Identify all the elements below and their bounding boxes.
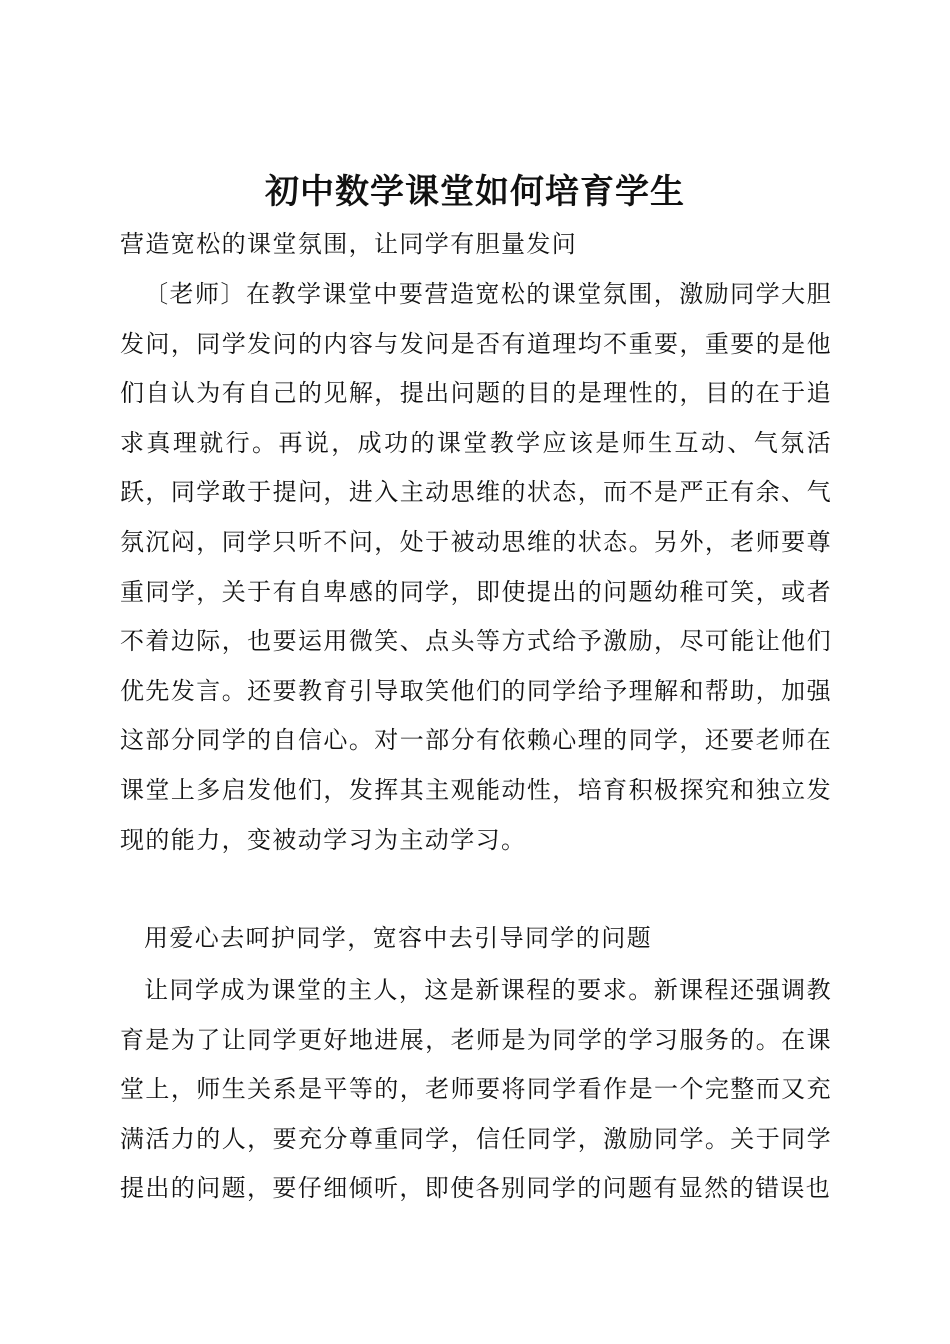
section-paragraph-1-text: 〔老师〕在教学课堂中要营造宽松的课堂氛围，激励同学大胆发问，同学发问的内容与发问是否有道理均不重要，重要的是他们自认为有自己的见解，提出问题的目的是理性的，目的在于追求真理就行。再说，成功的课堂教学应该是师生互动、气氛活跃，同学敢于提问，进入主动思维的状态，而不是严正有余、气氛沉闷，同学只听不问，处于被动思维的状态。另外，老师要尊重同学，关于有自卑感的同学，即使提出的问题幼稚可笑，或者不着边际，也要运用微笑、点头等方式给予激励，尽可能让他们优先发言。还要教育引导取笑他们的同学给予理解和帮助，加强这部分同学的自信心。对一部分有依赖心理的同学，还要老师在课堂上多启发他们，发挥其主观能动性，培育积极探究和独立发现的能力，变被动学习为主动学习。 [120,280,832,854]
section-paragraph-2 [120,966,832,1214]
section-heading-1: 营造宽松的课堂氛围，让同学有胆量发问 [120,230,578,258]
document-title: 初中数学课堂如何培育学生 [265,171,685,212]
section-paragraph-1 [120,270,832,865]
section-paragraph-2-text: 让同学成为课堂的主人，这是新课程的要求。新课程还强调教育是为了让同学更好地进展，老师是为同学的学习服务的。在课堂上，师生关系是平等的，老师要将同学看作是一个完整而又充满活力的人，要充分尊重同学，信任同学，激励同学。关于同学提出的问题，要仔细倾听，即使各别同学的问题有显然的错误也 [120,976,832,1203]
section-heading-2: 用爱心去呵护同学，宽容中去引导同学的问题 [144,924,652,952]
